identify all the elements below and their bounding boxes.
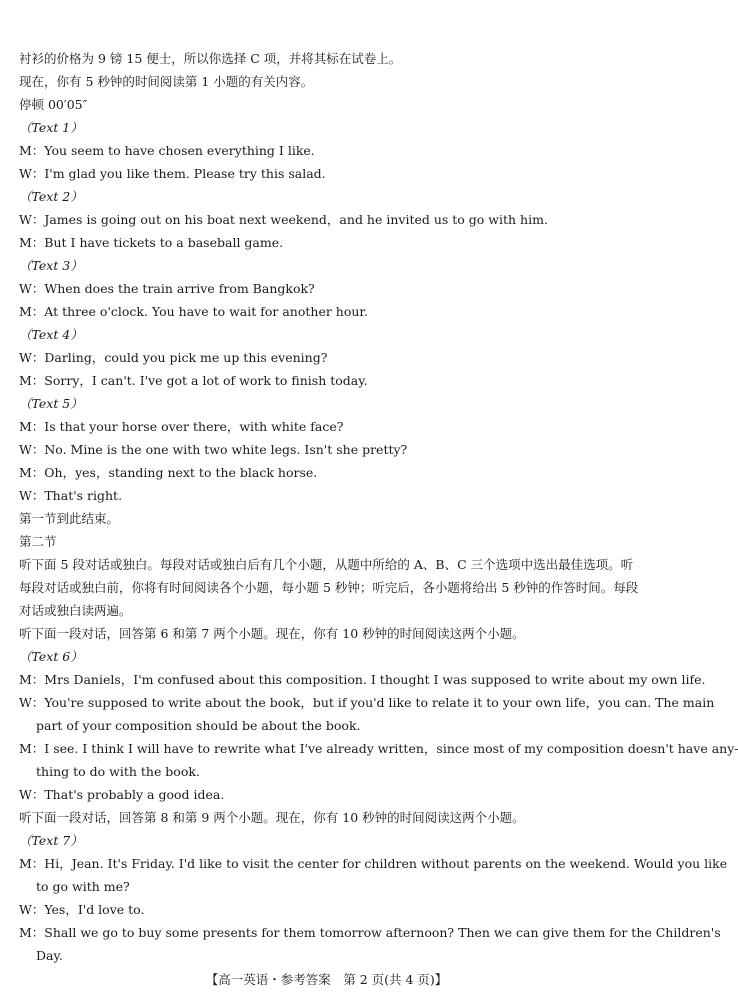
- text6-line-2a: W：You're supposed to write about the book，but if you'd like to relate it to your own life，you can. The main: [19, 695, 715, 710]
- text3-tag: （Text 3）: [19, 258, 83, 273]
- text6-line-4: W：That's probably a good idea.: [19, 787, 225, 802]
- text1-tag: （Text 1）: [19, 120, 83, 135]
- transcript-body: [19, 47, 738, 967]
- text2-line-2: M：But I have tickets to a baseball game.: [19, 235, 284, 250]
- text6-line-3a: M：I see. I think I will have to rewrite what I've already written，since most of my composition doesn't have any-: [19, 741, 738, 756]
- text7-line-1b: to go with me?: [36, 879, 130, 894]
- reading-time-line: 现在，你有 5 秒钟的时间阅读第 1 小题的有关内容。: [19, 74, 314, 89]
- text6-line-3b: thing to do with the book.: [36, 764, 200, 779]
- section2-title: 第二节: [19, 534, 57, 549]
- section2-instructions-3: 对话或独白读两遍。: [19, 603, 132, 618]
- text5-line-1: M：Is that your horse over there，with white face?: [19, 419, 344, 434]
- text5-line-2: W：No. Mine is the one with two white legs. Isn't she pretty?: [19, 442, 408, 457]
- text4-line-1: W：Darling，could you pick me up this evening?: [19, 350, 328, 365]
- section1-end: 第一节到此结束。: [19, 511, 120, 526]
- text4-line-2: M：Sorry，I can't. I've got a lot of work to finish today.: [19, 373, 368, 388]
- pause-line: 停顿 00′05″: [19, 97, 88, 112]
- text3-line-1: W：When does the train arrive from Bangkok?: [19, 281, 315, 296]
- text6-tag: （Text 6）: [19, 649, 83, 664]
- text7-line-1a: M：Hi，Jean. It's Friday. I'd like to visit the center for children without parents on the weekend. Would you like: [19, 856, 728, 871]
- shirt-price-line: 衬衫的价格为 9 镑 15 便士，所以你选择 C 项，并将其标在试卷上。: [19, 51, 402, 66]
- text5-line-4: W：That's right.: [19, 488, 123, 503]
- text6-intro: 听下面一段对话，回答第 6 和第 7 两个小题。现在，你有 10 秒钟的时间阅读这两个小题。: [19, 626, 525, 641]
- page-footer: 【高一英语・参考答案 第 2 页(共 4 页)】: [205, 972, 448, 987]
- text1-line-1: M：You seem to have chosen everything I like.: [19, 143, 315, 158]
- text1-line-2: W：I'm glad you like them. Please try this salad.: [19, 166, 326, 181]
- text2-line-1: W：James is going out on his boat next weekend，and he invited us to go with him.: [19, 212, 548, 227]
- text7-line-3a: M：Shall we go to buy some presents for them tomorrow afternoon? Then we can give them for the Children's: [19, 925, 721, 940]
- text7-line-3b: Day.: [36, 948, 63, 963]
- text6-line-2b: part of your composition should be about the book.: [36, 718, 361, 733]
- text7-tag: （Text 7）: [19, 833, 83, 848]
- text4-tag: （Text 4）: [19, 327, 83, 342]
- text2-tag: （Text 2）: [19, 189, 83, 204]
- text6-line-1: M：Mrs Daniels，I'm confused about this composition. I thought I was supposed to write about my own life.: [19, 672, 706, 687]
- text7-line-2: W：Yes，I'd love to.: [19, 902, 145, 917]
- text5-tag: （Text 5）: [19, 396, 83, 411]
- text3-line-2: M：At three o'clock. You have to wait for another hour.: [19, 304, 368, 319]
- section2-instructions-2: 每段对话或独白前，你将有时间阅读各个小题，每小题 5 秒钟；听完后，各小题将给出 5 秒钟的作答时间。每段: [19, 580, 639, 595]
- text5-line-3: M：Oh，yes，standing next to the black horse.: [19, 465, 318, 480]
- text7-intro: 听下面一段对话，回答第 8 和第 9 两个小题。现在，你有 10 秒钟的时间阅读这两个小题。: [19, 810, 525, 825]
- section2-instructions-1: 听下面 5 段对话或独白。每段对话或独白后有几个小题，从题中所给的 A、B、C 三个选项中选出最佳选项。听: [19, 557, 634, 572]
